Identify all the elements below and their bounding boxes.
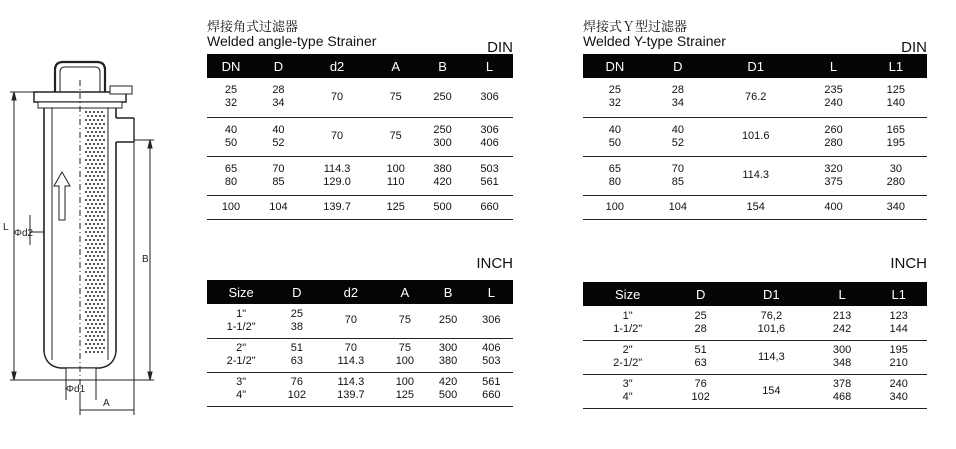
y-strainer-inch-panel xyxy=(583,255,927,409)
cell-value: 240 xyxy=(824,97,843,110)
cell-value: 70 xyxy=(344,342,357,354)
table-cell xyxy=(419,117,466,156)
cell-value: 75 xyxy=(398,342,411,354)
table-row xyxy=(583,306,927,340)
table-cell xyxy=(207,338,275,372)
cell-value: 76 xyxy=(694,378,707,390)
table-cell xyxy=(814,374,871,408)
table-cell xyxy=(802,156,864,195)
table-cell xyxy=(583,340,672,374)
table-cell xyxy=(865,78,927,117)
cell-value: 235 xyxy=(824,84,843,97)
cell-value: 165 xyxy=(886,123,906,136)
cell-value: 154 xyxy=(762,384,781,397)
table-cell xyxy=(865,195,927,219)
table-cell xyxy=(372,117,419,156)
cell-value: 76,2 xyxy=(760,309,783,322)
table-cell xyxy=(802,117,864,156)
table-cell xyxy=(709,78,802,117)
table-cell xyxy=(583,78,647,117)
table-cell xyxy=(583,156,647,195)
table-body xyxy=(207,304,513,406)
table-cell xyxy=(275,338,318,372)
cell-value: 80 xyxy=(224,175,238,188)
cell-value: 280 xyxy=(824,136,843,149)
table-cell xyxy=(470,304,513,338)
angle-inch-table xyxy=(207,280,513,407)
cell-value: 40 xyxy=(671,123,684,136)
table-cell xyxy=(870,340,927,374)
table-cell xyxy=(709,117,802,156)
table-cell xyxy=(729,306,814,340)
table-cell xyxy=(729,340,814,374)
table-cell xyxy=(583,117,647,156)
cell-value: 52 xyxy=(272,136,285,149)
column-header: Size xyxy=(207,280,275,304)
cell-value: 380 xyxy=(438,355,458,367)
cell-value: 114.3 xyxy=(337,376,365,388)
table-cell xyxy=(470,338,513,372)
cell-value: 340 xyxy=(886,200,906,213)
cell-value: 660 xyxy=(480,200,499,213)
column-header: D1 xyxy=(729,282,814,306)
table-cell xyxy=(426,338,469,372)
table-header-row xyxy=(207,280,513,304)
dim-label-d2: Φd2 xyxy=(14,228,34,239)
cell-value: 85 xyxy=(272,175,285,188)
column-header: DN xyxy=(207,54,255,78)
cell-value: 104 xyxy=(668,200,688,213)
cell-value: 28 xyxy=(671,84,684,97)
table-cell xyxy=(255,156,302,195)
table-cell xyxy=(419,156,466,195)
cell-value: 28 xyxy=(272,84,285,97)
column-header: L xyxy=(466,54,513,78)
y-title-cn: 焊接式Ｙ型过滤器 xyxy=(583,19,688,34)
table-body xyxy=(207,78,513,219)
cell-value: 561 xyxy=(482,376,501,388)
table-cell xyxy=(647,117,709,156)
cell-value: 102 xyxy=(287,389,307,401)
cell-value: 348 xyxy=(832,357,852,369)
table-cell xyxy=(302,156,372,195)
cell-value: 400 xyxy=(824,200,843,213)
cell-value: 101,6 xyxy=(757,322,786,335)
table-cell xyxy=(426,372,469,406)
cell-value: 101.6 xyxy=(741,130,770,142)
angle-din-label: DIN xyxy=(487,39,513,56)
cell-value: 2" xyxy=(236,342,247,354)
cell-value: 154 xyxy=(746,200,765,213)
table-cell xyxy=(275,304,318,338)
cell-value: 70 xyxy=(671,162,684,175)
y-inch-label: INCH xyxy=(890,255,927,272)
cell-value: 468 xyxy=(832,391,852,403)
column-header: d2 xyxy=(318,280,383,304)
cell-value: 1-1/2" xyxy=(613,322,643,335)
column-header: A xyxy=(383,280,426,304)
column-header: L xyxy=(814,282,871,306)
cell-value: 242 xyxy=(832,322,852,335)
cell-value: 406 xyxy=(482,342,501,354)
table-row xyxy=(207,117,513,156)
y-inch-table xyxy=(583,282,927,409)
table-cell xyxy=(383,304,426,338)
cell-value: 76.2 xyxy=(744,90,767,103)
cell-value: 1" xyxy=(236,307,247,320)
cell-value: 378 xyxy=(832,378,852,390)
column-header: L xyxy=(802,54,864,78)
cell-value: 76 xyxy=(290,376,303,388)
cell-value: 340 xyxy=(889,391,908,403)
cell-value: 50 xyxy=(608,136,621,149)
table-cell xyxy=(865,156,927,195)
table-cell xyxy=(814,340,871,374)
cell-value: 420 xyxy=(438,376,458,388)
table-row xyxy=(207,304,513,338)
cell-value: 100 xyxy=(395,376,415,388)
cell-value: 195 xyxy=(889,344,908,356)
cell-value: 213 xyxy=(832,309,852,322)
cell-value: 123 xyxy=(889,309,908,322)
cell-value: 25 xyxy=(224,84,238,97)
cell-value: 102 xyxy=(691,391,710,403)
cell-value: 195 xyxy=(886,136,906,149)
cell-value: 306 xyxy=(480,90,499,103)
table-cell xyxy=(255,195,302,219)
strainer-drawing xyxy=(0,0,200,449)
table-cell xyxy=(466,195,513,219)
column-header: Size xyxy=(583,282,672,306)
cell-value: 250 xyxy=(433,123,452,136)
table-cell xyxy=(318,372,383,406)
column-header: DN xyxy=(583,54,647,78)
table-header-row xyxy=(583,282,927,306)
table-cell xyxy=(207,195,255,219)
table-cell xyxy=(466,78,513,117)
table-cell xyxy=(302,117,372,156)
cell-value: 32 xyxy=(608,97,621,110)
table-cell xyxy=(207,78,255,117)
cell-value: 139.7 xyxy=(323,200,351,213)
table-row xyxy=(583,78,927,117)
column-header: A xyxy=(372,54,419,78)
table-cell xyxy=(207,117,255,156)
table-cell xyxy=(729,374,814,408)
cell-value: 3" xyxy=(236,376,247,388)
table-cell xyxy=(814,306,871,340)
table-cell xyxy=(372,195,419,219)
dim-label-d1: Φd1 xyxy=(66,384,86,395)
cell-value: 70 xyxy=(330,90,344,103)
column-header: D xyxy=(672,282,729,306)
table-cell xyxy=(583,374,672,408)
dim-label-b: B xyxy=(142,254,149,265)
cell-value: 25 xyxy=(608,84,621,97)
table-cell xyxy=(647,156,709,195)
table-cell xyxy=(302,195,372,219)
cell-value: 75 xyxy=(389,90,402,103)
table-cell xyxy=(466,156,513,195)
table-cell xyxy=(583,306,672,340)
cell-value: 70 xyxy=(272,162,285,175)
table-cell xyxy=(275,372,318,406)
cell-value: 38 xyxy=(290,320,303,333)
cell-value: 51 xyxy=(694,344,707,356)
cell-value: 125 xyxy=(886,84,906,97)
cell-value: 114.3 xyxy=(742,169,770,181)
cell-value: 503 xyxy=(482,355,501,367)
cell-value: 40 xyxy=(224,123,238,136)
cell-value: 34 xyxy=(272,97,285,110)
cell-value: 65 xyxy=(608,162,621,175)
column-header: D xyxy=(255,54,302,78)
table-row xyxy=(583,156,927,195)
cell-value: 129.0 xyxy=(323,175,351,188)
cell-value: 2-1/2" xyxy=(226,355,256,367)
cell-value: 110 xyxy=(386,175,405,188)
cell-value: 306 xyxy=(480,123,499,136)
column-header: D xyxy=(647,54,709,78)
cell-value: 240 xyxy=(889,378,908,390)
table-body xyxy=(583,306,927,408)
y-strainer-din-panel xyxy=(583,20,927,220)
table-row xyxy=(207,195,513,219)
cell-value: 300 xyxy=(832,344,852,356)
cell-value: 1-1/2" xyxy=(226,320,256,333)
cell-value: 125 xyxy=(386,200,405,213)
table-cell xyxy=(255,78,302,117)
table-cell xyxy=(318,304,383,338)
table-cell xyxy=(870,306,927,340)
cell-value: 50 xyxy=(224,136,238,149)
cell-value: 80 xyxy=(608,175,621,188)
cell-value: 250 xyxy=(438,314,458,327)
cell-value: 114.3 xyxy=(337,355,365,367)
angle-strainer-din-panel xyxy=(207,20,513,220)
angle-title-cn: 焊接角式过滤器 xyxy=(207,19,299,34)
column-header: L1 xyxy=(865,54,927,78)
table-cell xyxy=(802,78,864,117)
cell-value: 300 xyxy=(433,136,452,149)
cell-value: 25 xyxy=(694,309,707,322)
table-cell xyxy=(870,374,927,408)
table-row xyxy=(207,338,513,372)
cell-value: 25 xyxy=(290,307,303,320)
table-cell xyxy=(207,304,275,338)
cell-value: 63 xyxy=(290,355,303,367)
cell-value: 380 xyxy=(433,162,452,175)
table-cell xyxy=(207,156,255,195)
cell-value: 139.7 xyxy=(337,389,365,401)
cell-value: 500 xyxy=(438,389,458,401)
cell-value: 660 xyxy=(482,389,501,401)
table-cell xyxy=(583,195,647,219)
table-cell xyxy=(302,78,372,117)
table-cell xyxy=(672,374,729,408)
cell-value: 52 xyxy=(671,136,684,149)
table-cell xyxy=(372,156,419,195)
angle-din-table xyxy=(207,54,513,220)
cell-value: 210 xyxy=(889,357,908,369)
table-cell xyxy=(709,195,802,219)
table-cell xyxy=(207,372,275,406)
table-row xyxy=(583,374,927,408)
table-cell xyxy=(865,117,927,156)
cell-value: 28 xyxy=(694,322,707,335)
cell-value: 260 xyxy=(824,123,843,136)
cell-value: 375 xyxy=(824,175,843,188)
cell-value: 30 xyxy=(889,162,902,175)
y-din-label: DIN xyxy=(901,39,927,56)
cell-value: 420 xyxy=(433,175,452,188)
table-cell xyxy=(466,117,513,156)
table-cell xyxy=(647,195,709,219)
table-cell xyxy=(372,78,419,117)
cell-value: 306 xyxy=(482,314,501,327)
cell-value: 100 xyxy=(395,355,415,367)
cell-value: 561 xyxy=(480,175,499,188)
angle-inch-label: INCH xyxy=(476,255,513,272)
dim-label-l: L xyxy=(3,222,9,233)
table-cell xyxy=(672,306,729,340)
cell-value: 3" xyxy=(622,378,633,390)
cell-value: 70 xyxy=(330,130,344,142)
column-header: d2 xyxy=(302,54,372,78)
table-cell xyxy=(672,340,729,374)
table-cell xyxy=(383,338,426,372)
column-header: D xyxy=(275,280,318,304)
table-row xyxy=(207,78,513,117)
table-cell xyxy=(709,156,802,195)
cell-value: 406 xyxy=(480,136,499,149)
table-row xyxy=(207,372,513,406)
column-header: L xyxy=(470,280,513,304)
cell-value: 65 xyxy=(224,162,238,175)
table-body xyxy=(583,78,927,219)
angle-strainer-inch-panel xyxy=(207,255,513,407)
y-title-en: Welded Y-type Strainer xyxy=(583,33,726,49)
cell-value: 2-1/2" xyxy=(613,357,643,369)
cell-value: 503 xyxy=(480,162,499,175)
cell-value: 140 xyxy=(886,97,906,110)
table-cell xyxy=(647,78,709,117)
cell-value: 250 xyxy=(433,90,452,103)
cell-value: 114.3 xyxy=(323,162,351,175)
cell-value: 500 xyxy=(433,200,452,213)
column-header: L1 xyxy=(870,282,927,306)
cell-value: 100 xyxy=(605,200,625,213)
table-cell xyxy=(426,304,469,338)
angle-title-en: Welded angle-type Strainer xyxy=(207,33,377,49)
table-cell xyxy=(255,117,302,156)
cell-value: 320 xyxy=(824,162,843,175)
cell-value: 70 xyxy=(344,314,357,327)
cell-value: 114,3 xyxy=(758,350,785,363)
table-cell xyxy=(383,372,426,406)
table-row xyxy=(583,340,927,374)
table-cell xyxy=(802,195,864,219)
cell-value: 100 xyxy=(221,200,241,213)
table-header-row xyxy=(583,54,927,78)
table-header-row xyxy=(207,54,513,78)
cell-value: 1" xyxy=(622,309,633,322)
cell-value: 280 xyxy=(886,175,906,188)
y-din-table xyxy=(583,54,927,220)
cell-value: 104 xyxy=(269,200,288,213)
cell-value: 51 xyxy=(290,342,303,354)
table-cell xyxy=(419,195,466,219)
cell-value: 40 xyxy=(272,123,285,136)
cell-value: 34 xyxy=(671,97,684,110)
cell-value: 300 xyxy=(438,342,458,354)
table-cell xyxy=(470,372,513,406)
cell-value: 32 xyxy=(224,97,238,110)
table-cell xyxy=(419,78,466,117)
cell-value: 75 xyxy=(389,130,402,142)
table-row xyxy=(583,117,927,156)
cell-value: 4" xyxy=(622,391,633,403)
table-row xyxy=(583,195,927,219)
cell-value: 4" xyxy=(236,389,247,401)
cell-value: 144 xyxy=(889,322,908,335)
cell-value: 125 xyxy=(395,389,415,401)
table-cell xyxy=(318,338,383,372)
dim-label-a: A xyxy=(103,398,110,409)
column-header: D1 xyxy=(709,54,802,78)
cell-value: 85 xyxy=(671,175,684,188)
cell-value: 63 xyxy=(694,357,707,369)
cell-value: 75 xyxy=(398,314,411,327)
cell-value: 2" xyxy=(622,344,633,356)
column-header: B xyxy=(426,280,469,304)
cell-value: 40 xyxy=(608,123,621,136)
cell-value: 100 xyxy=(386,162,405,175)
column-header: B xyxy=(419,54,466,78)
table-row xyxy=(207,156,513,195)
